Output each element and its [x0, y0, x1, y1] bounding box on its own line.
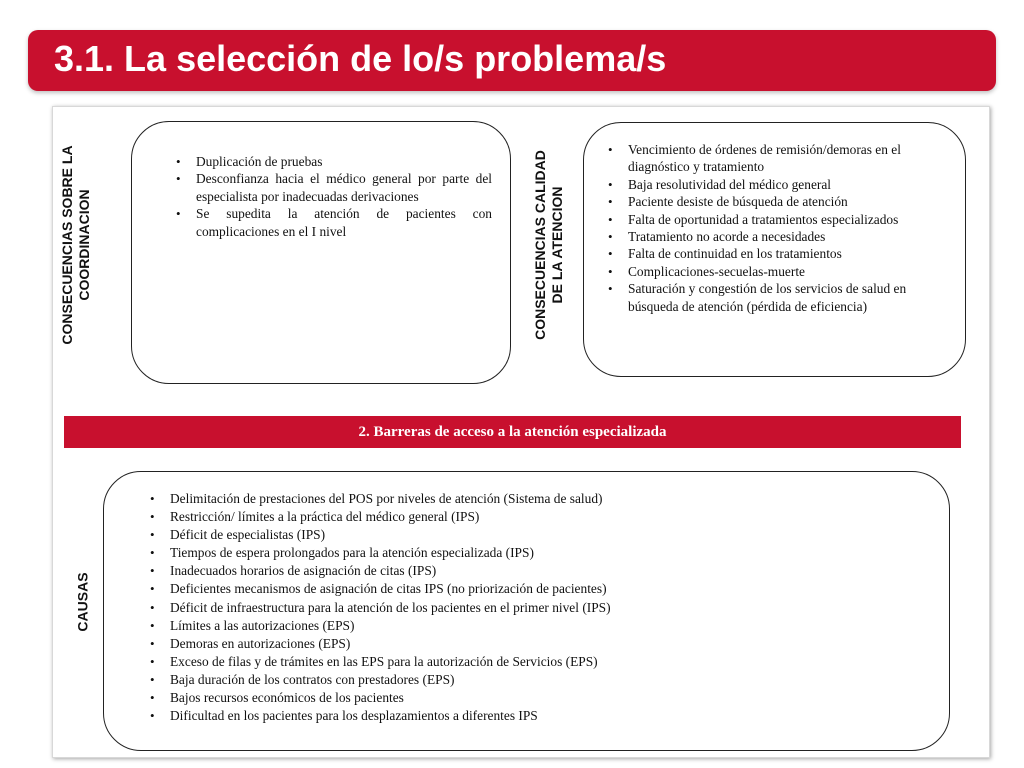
- label-coordination-line-1: CONSECUENCIAS SOBRE LA: [59, 145, 75, 345]
- list-item: • Complicaciones-secuelas-muerte: [602, 263, 947, 280]
- coordination-list: [170, 153, 492, 240]
- list-item: • Baja resolutividad del médico general: [602, 176, 947, 193]
- list-item: • Delimitación de prestaciones del POS por niveles de atención (Sistema de salud): [144, 490, 924, 508]
- slide-title: 3.1. La selección de lo/s problema/s: [54, 38, 667, 79]
- list-item: • Restricción/ límites a la práctica del médico general (IPS): [144, 508, 924, 526]
- list-item: • Demoras en autorizaciones (EPS): [144, 635, 924, 653]
- list-item: • Saturación y congestión de los servicios de salud en búsqueda de atención (pérdida de eficiencia): [602, 280, 947, 315]
- list-item: • Se supedita la atención de pacientes con complicaciones en el I nivel: [170, 205, 492, 240]
- list-item: • Dificultad en los pacientes para los desplazamientos a diferentes IPS: [144, 707, 924, 725]
- quality-box: [583, 122, 966, 377]
- list-item: • Deficientes mecanismos de asignación de citas IPS (no priorización de pacientes): [144, 580, 924, 598]
- list-item: • Exceso de filas y de trámites en las EPS para la autorización de Servicios (EPS): [144, 653, 924, 671]
- label-causes-text: CAUSAS: [74, 572, 91, 632]
- causes-list: [144, 490, 924, 725]
- list-item: • Tratamiento no acorde a necesidades: [602, 228, 947, 245]
- list-item: • Vencimiento de órdenes de remisión/demoras en el diagnóstico y tratamiento: [602, 141, 947, 176]
- banner-text: 2. Barreras de acceso a la atención especializada: [358, 423, 667, 440]
- list-item: • Tiempos de espera prolongados para la atención especializada (IPS): [144, 544, 924, 562]
- label-quality-line-2: DE LA ATENCION: [549, 186, 565, 304]
- list-item: • Falta de continuidad en los tratamientos: [602, 245, 947, 262]
- quality-list: [602, 141, 947, 315]
- diagram-figure: [52, 106, 990, 758]
- label-coordination-line-2: COORDINACION: [76, 189, 92, 301]
- list-item: • Límites a las autorizaciones (EPS): [144, 617, 924, 635]
- list-item: • Baja duración de los contratos con prestadores (EPS): [144, 671, 924, 689]
- list-item: • Bajos recursos económicos de los pacientes: [144, 689, 924, 707]
- barriers-banner: [64, 416, 961, 448]
- list-item: • Déficit de infraestructura para la atención de los pacientes en el primer nivel (IPS): [144, 599, 924, 617]
- list-item: • Duplicación de pruebas: [170, 153, 492, 170]
- coordination-box: [131, 121, 511, 384]
- list-item: • Desconfianza hacia el médico general por parte del especialista por inadecuadas derivaciones: [170, 170, 492, 205]
- list-item: • Falta de oportunidad a tratamientos especializados: [602, 211, 947, 228]
- list-item: • Paciente desiste de búsqueda de atención: [602, 193, 947, 210]
- label-quality-line-1: CONSECUENCIAS CALIDAD: [532, 150, 548, 340]
- causes-box: [103, 471, 950, 751]
- list-item: • Inadecuados horarios de asignación de citas (IPS): [144, 562, 924, 580]
- title-bar: [28, 30, 996, 91]
- list-item: • Déficit de especialistas (IPS): [144, 526, 924, 544]
